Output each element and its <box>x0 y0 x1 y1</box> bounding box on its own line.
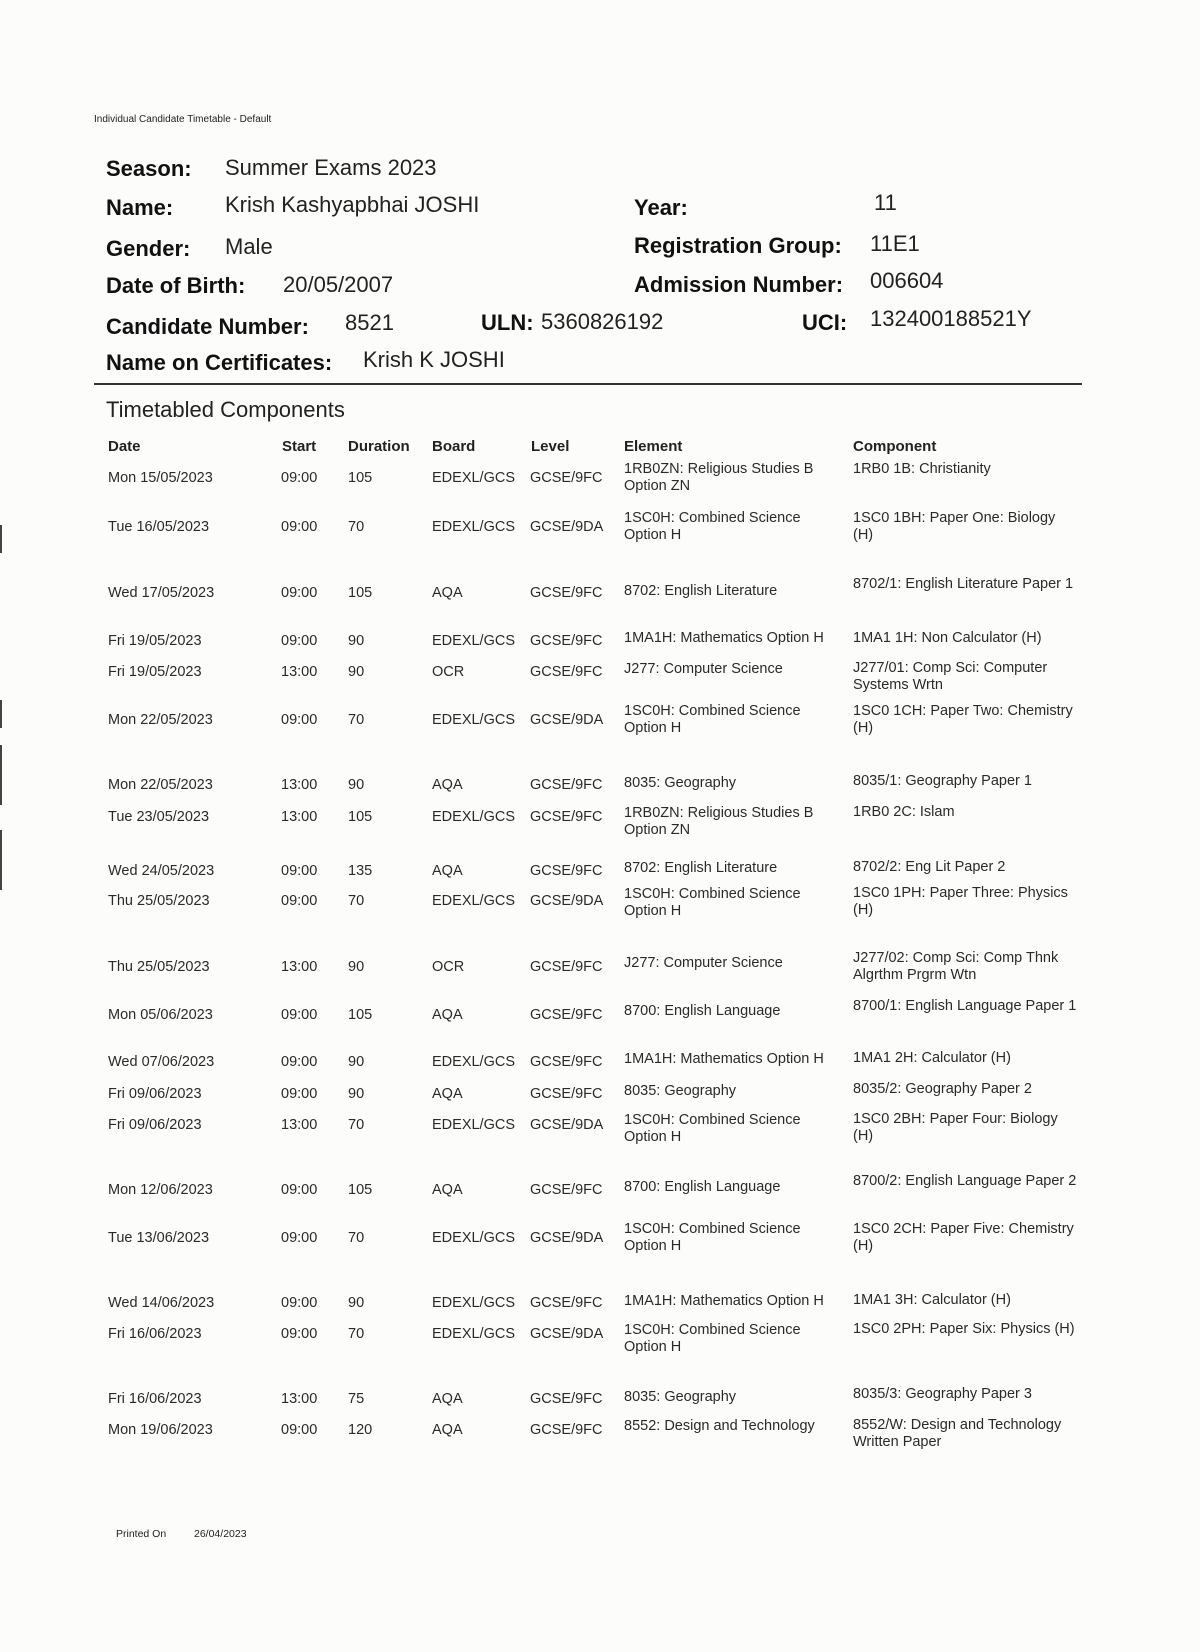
cell-date: Wed 14/06/2023 <box>108 1295 215 1311</box>
candidate-number-value: 8521 <box>345 310 394 335</box>
cell-board: AQA <box>432 1182 463 1198</box>
cell-duration: 105 <box>348 585 373 601</box>
cell-duration: 105 <box>348 1007 373 1023</box>
cell-level: GCSE/9FC <box>530 1086 603 1102</box>
certificate-name-value: Krish K JOSHI <box>363 347 505 372</box>
cell-level: GCSE/9FC <box>530 664 603 680</box>
cell-element: 8035: Geography <box>624 1083 737 1099</box>
cell-board: EDEXL/GCS <box>432 809 515 825</box>
cell-element: 1SC0H: Combined Science Option H <box>624 703 801 736</box>
cell-board: EDEXL/GCS <box>432 1117 515 1133</box>
cell-level: GCSE/9DA <box>530 893 604 909</box>
printed-on-label: Printed On <box>116 1528 167 1540</box>
table-row <box>0 1413 1200 1453</box>
cell-start: 09:00 <box>281 1422 318 1438</box>
cell-level: GCSE/9FC <box>530 1054 603 1070</box>
uci-label: UCI: <box>802 310 848 335</box>
cell-board: AQA <box>432 1422 463 1438</box>
cell-element: 8552: Design and Technology <box>624 1418 815 1434</box>
cell-element: 1RB0ZN: Religious Studies B Option ZN <box>624 461 814 494</box>
cell-duration: 70 <box>348 712 365 728</box>
cell-level: GCSE/9FC <box>530 863 603 879</box>
cell-component: 1RB0 2C: Islam <box>853 804 955 820</box>
admission-number-value: 006604 <box>870 268 944 293</box>
table-row <box>0 461 1200 501</box>
cell-date: Wed 07/06/2023 <box>108 1054 215 1070</box>
cell-element: 1MA1H: Mathematics Option H <box>624 1293 824 1309</box>
cell-duration: 70 <box>348 1230 365 1246</box>
cell-element: J277: Computer Science <box>624 955 783 971</box>
table-row <box>0 800 1200 840</box>
cell-element: 1SC0H: Combined Science Option H <box>624 510 801 543</box>
cell-level: GCSE/9DA <box>530 1230 604 1246</box>
table-row <box>0 655 1200 695</box>
cell-component: 8035/2: Geography Paper 2 <box>853 1081 1032 1097</box>
cell-start: 09:00 <box>281 585 318 601</box>
cell-component: 1SC0 2PH: Paper Six: Physics (H) <box>853 1321 1075 1337</box>
cell-board: EDEXL/GCS <box>432 893 515 909</box>
cell-start: 13:00 <box>281 1391 318 1407</box>
cell-component: 8702/1: English Literature Paper 1 <box>853 576 1074 592</box>
cell-date: Thu 25/05/2023 <box>108 959 210 975</box>
table-row <box>0 884 1200 924</box>
cell-duration: 90 <box>348 633 365 649</box>
cell-duration: 135 <box>348 863 373 879</box>
admission-number-label: Admission Number: <box>634 272 844 297</box>
cell-element: 8035: Geography <box>624 775 737 791</box>
table-row <box>0 1221 1200 1261</box>
scan-margin-mark <box>0 745 2 805</box>
gender-label: Gender: <box>106 236 191 261</box>
cell-level: GCSE/9FC <box>530 1295 603 1311</box>
cell-element: 8702: English Literature <box>624 860 778 876</box>
year-label: Year: <box>634 195 688 220</box>
cell-duration: 90 <box>348 664 365 680</box>
cell-component: J277/02: Comp Sci: Comp Thnk Algrthm Prgrm Wtn <box>853 950 1059 983</box>
cell-start: 13:00 <box>281 959 318 975</box>
cell-component: 1SC0 2BH: Paper Four: Biology (H) <box>853 1111 1058 1144</box>
column-header-duration: Duration <box>348 438 410 455</box>
cell-board: EDEXL/GCS <box>432 470 515 486</box>
cell-level: GCSE/9DA <box>530 1326 604 1342</box>
cell-start: 09:00 <box>281 519 318 535</box>
column-header-component: Component <box>853 438 937 455</box>
cell-component: 1SC0 2CH: Paper Five: Chemistry (H) <box>853 1221 1074 1254</box>
cell-element: 8035: Geography <box>624 1389 737 1405</box>
registration-group-label: Registration Group: <box>634 233 842 258</box>
cell-board: EDEXL/GCS <box>432 1054 515 1070</box>
cell-start: 13:00 <box>281 664 318 680</box>
scan-margin-mark <box>0 525 2 553</box>
cell-element: 1SC0H: Combined Science Option H <box>624 1221 801 1254</box>
candidate-number-label: Candidate Number: <box>106 314 309 339</box>
cell-board: AQA <box>432 777 463 793</box>
cell-duration: 70 <box>348 519 365 535</box>
cell-start: 09:00 <box>281 1007 318 1023</box>
cell-start: 09:00 <box>281 1326 318 1342</box>
cell-element: 8700: English Language <box>624 1179 781 1195</box>
table-row <box>0 1173 1200 1213</box>
cell-level: GCSE/9FC <box>530 1422 603 1438</box>
cell-element: J277: Computer Science <box>624 661 783 677</box>
cell-component: 1SC0 1BH: Paper One: Biology (H) <box>853 510 1056 543</box>
cell-duration: 70 <box>348 1326 365 1342</box>
cell-start: 09:00 <box>281 1230 318 1246</box>
cell-board: EDEXL/GCS <box>432 519 515 535</box>
cell-date: Fri 16/06/2023 <box>108 1326 202 1342</box>
cell-board: OCR <box>432 959 465 975</box>
cell-start: 13:00 <box>281 777 318 793</box>
cell-component: 1SC0 1PH: Paper Three: Physics (H) <box>853 885 1068 918</box>
cell-duration: 105 <box>348 1182 373 1198</box>
cell-board: AQA <box>432 585 463 601</box>
scan-margin-mark <box>0 830 2 890</box>
cell-start: 13:00 <box>281 1117 318 1133</box>
cell-date: Fri 09/06/2023 <box>108 1086 202 1102</box>
cell-component: 1MA1 2H: Calculator (H) <box>853 1050 1011 1066</box>
table-row <box>0 703 1200 743</box>
cell-board: EDEXL/GCS <box>432 1295 515 1311</box>
cell-component: 8035/1: Geography Paper 1 <box>853 773 1032 789</box>
cell-duration: 90 <box>348 777 365 793</box>
cell-board: AQA <box>432 863 463 879</box>
season-value: Summer Exams 2023 <box>225 155 437 180</box>
cell-start: 09:00 <box>281 1295 318 1311</box>
cell-start: 13:00 <box>281 809 318 825</box>
uln-label: ULN: <box>481 310 534 335</box>
cell-element: 8700: English Language <box>624 1003 781 1019</box>
section-title: Timetabled Components <box>106 397 345 422</box>
cell-duration: 70 <box>348 893 365 909</box>
cell-level: GCSE/9FC <box>530 1391 603 1407</box>
cell-start: 09:00 <box>281 470 318 486</box>
certificate-name-label: Name on Certificates: <box>106 350 333 375</box>
table-row <box>0 950 1200 990</box>
cell-start: 09:00 <box>281 893 318 909</box>
column-header-board: Board <box>432 438 476 455</box>
cell-duration: 105 <box>348 470 373 486</box>
cell-date: Mon 12/06/2023 <box>108 1182 213 1198</box>
cell-date: Tue 23/05/2023 <box>108 809 210 825</box>
column-header-start: Start <box>282 438 317 455</box>
cell-element: 1SC0H: Combined Science Option H <box>624 1322 801 1355</box>
cell-element: 1MA1H: Mathematics Option H <box>624 630 824 646</box>
cell-date: Mon 22/05/2023 <box>108 712 213 728</box>
cell-duration: 120 <box>348 1422 373 1438</box>
cell-duration: 90 <box>348 1295 365 1311</box>
cell-component: 1SC0 1CH: Paper Two: Chemistry (H) <box>853 703 1073 736</box>
cell-date: Wed 17/05/2023 <box>108 585 215 601</box>
cell-component: 8700/2: English Language Paper 2 <box>853 1173 1077 1189</box>
cell-board: AQA <box>432 1391 463 1407</box>
cell-start: 09:00 <box>281 1054 318 1070</box>
cell-date: Thu 25/05/2023 <box>108 893 210 909</box>
column-header-date: Date <box>108 438 141 455</box>
year-value: 11 <box>874 190 897 215</box>
cell-board: AQA <box>432 1007 463 1023</box>
cell-date: Tue 16/05/2023 <box>108 519 210 535</box>
uln-value: 5360826192 <box>541 309 664 334</box>
season-label: Season: <box>106 156 192 181</box>
cell-component: 1RB0 1B: Christianity <box>853 461 991 477</box>
document-title: Individual Candidate Timetable - Default <box>94 114 272 125</box>
cell-date: Fri 16/06/2023 <box>108 1391 202 1407</box>
name-value: Krish Kashyapbhai JOSHI <box>225 192 480 217</box>
cell-start: 09:00 <box>281 863 318 879</box>
cell-element: 1MA1H: Mathematics Option H <box>624 1051 824 1067</box>
cell-level: GCSE/9DA <box>530 519 604 535</box>
dob-label: Date of Birth: <box>106 273 246 298</box>
cell-component: 1MA1 3H: Calculator (H) <box>853 1292 1011 1308</box>
cell-duration: 75 <box>348 1391 365 1407</box>
name-label: Name: <box>106 195 174 220</box>
cell-duration: 90 <box>348 1054 365 1070</box>
cell-level: GCSE/9FC <box>530 1182 603 1198</box>
gender-value: Male <box>225 234 273 259</box>
cell-date: Fri 09/06/2023 <box>108 1117 202 1133</box>
cell-start: 09:00 <box>281 712 318 728</box>
cell-board: AQA <box>432 1086 463 1102</box>
cell-date: Tue 13/06/2023 <box>108 1230 210 1246</box>
table-row <box>0 1108 1200 1148</box>
table-row <box>0 998 1200 1038</box>
cell-element: 8702: English Literature <box>624 583 778 599</box>
cell-level: GCSE/9FC <box>530 809 603 825</box>
cell-date: Mon 22/05/2023 <box>108 777 213 793</box>
registration-group-value: 11E1 <box>870 231 920 256</box>
uci-value: 132400188521Y <box>870 306 1032 331</box>
cell-date: Mon 05/06/2023 <box>108 1007 213 1023</box>
dob-value: 20/05/2007 <box>283 272 394 297</box>
cell-level: GCSE/9FC <box>530 1007 603 1023</box>
cell-duration: 70 <box>348 1117 365 1133</box>
cell-date: Fri 19/05/2023 <box>108 633 202 649</box>
cell-start: 09:00 <box>281 1086 318 1102</box>
table-row <box>0 576 1200 616</box>
cell-component: 1MA1 1H: Non Calculator (H) <box>853 630 1042 646</box>
cell-board: EDEXL/GCS <box>432 633 515 649</box>
cell-level: GCSE/9FC <box>530 959 603 975</box>
column-header-element: Element <box>624 438 683 455</box>
cell-duration: 105 <box>348 809 373 825</box>
cell-component: J277/01: Comp Sci: Computer Systems Wrtn <box>853 660 1048 693</box>
cell-level: GCSE/9FC <box>530 633 603 649</box>
cell-duration: 90 <box>348 959 365 975</box>
cell-date: Mon 19/06/2023 <box>108 1422 213 1438</box>
cell-element: 1SC0H: Combined Science Option H <box>624 886 801 919</box>
cell-level: GCSE/9FC <box>530 777 603 793</box>
scan-margin-mark <box>0 700 2 728</box>
cell-start: 09:00 <box>281 1182 318 1198</box>
cell-date: Mon 15/05/2023 <box>108 470 213 486</box>
cell-component: 8552/W: Design and Technology Written Paper <box>853 1417 1062 1450</box>
cell-board: OCR <box>432 664 465 680</box>
printed-on-date: 26/04/2023 <box>194 1528 247 1540</box>
cell-date: Wed 24/05/2023 <box>108 863 215 879</box>
cell-level: GCSE/9FC <box>530 470 603 486</box>
cell-component: 8700/1: English Language Paper 1 <box>853 998 1077 1014</box>
cell-board: EDEXL/GCS <box>432 1326 515 1342</box>
table-row <box>0 1317 1200 1357</box>
cell-component: 8035/3: Geography Paper 3 <box>853 1386 1032 1402</box>
column-header-level: Level <box>531 438 570 455</box>
cell-level: GCSE/9DA <box>530 712 604 728</box>
cell-start: 09:00 <box>281 633 318 649</box>
cell-level: GCSE/9DA <box>530 1117 604 1133</box>
cell-board: EDEXL/GCS <box>432 1230 515 1246</box>
cell-element: 1RB0ZN: Religious Studies B Option ZN <box>624 805 814 838</box>
cell-element: 1SC0H: Combined Science Option H <box>624 1112 801 1145</box>
cell-board: EDEXL/GCS <box>432 712 515 728</box>
table-row <box>0 510 1200 550</box>
cell-component: 8702/2: Eng Lit Paper 2 <box>853 859 1006 875</box>
cell-date: Fri 19/05/2023 <box>108 664 202 680</box>
cell-level: GCSE/9FC <box>530 585 603 601</box>
cell-duration: 90 <box>348 1086 365 1102</box>
